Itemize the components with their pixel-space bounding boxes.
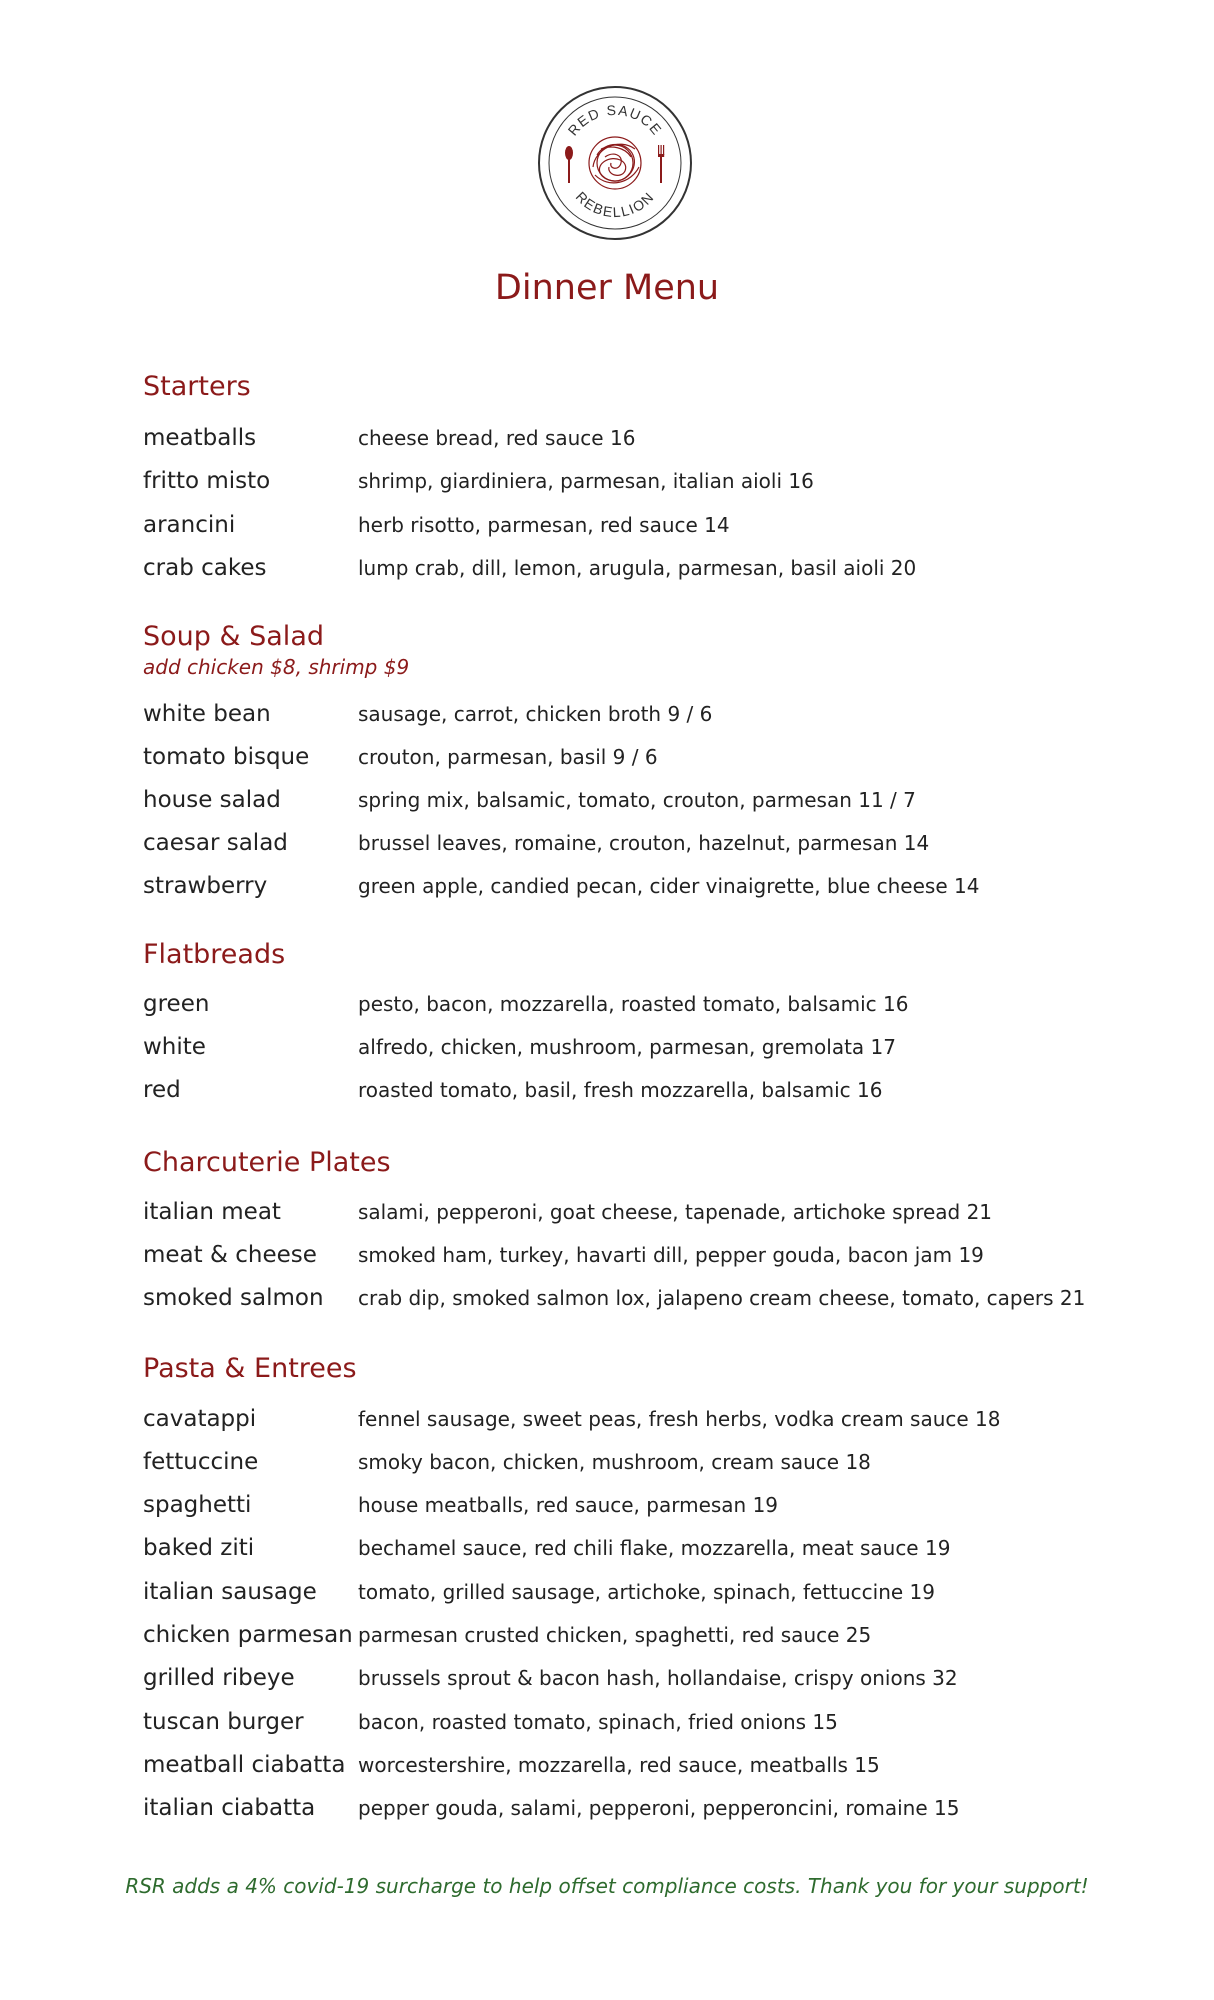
fork-icon (658, 145, 664, 183)
menu-item (143, 1662, 1143, 1694)
menu-item-name: meatball ciabatta (143, 1752, 346, 1778)
menu-item-name: baked ziti (143, 1535, 255, 1561)
menu-item (143, 1403, 1143, 1435)
section-heading: Soup & Salad (143, 621, 324, 652)
menu-item (143, 1446, 1143, 1478)
menu-item (143, 1749, 1143, 1781)
menu-item-name: italian meat (143, 1199, 281, 1225)
logo-top-text: RED SAUCE (564, 101, 666, 139)
menu-item-description: sausage, carrot, chicken broth 9 / 6 (358, 702, 713, 726)
menu-item (143, 465, 1143, 497)
menu-item-description: herb risotto, parmesan, red sauce 14 (358, 513, 730, 537)
menu-item-name: meatballs (143, 425, 257, 451)
menu-item-name: tuscan burger (143, 1709, 304, 1735)
menu-item-description: worcestershire, mozzarella, red sauce, meatballs 15 (358, 1753, 880, 1777)
menu-item-name: meat & cheese (143, 1242, 317, 1268)
spaghetti-swirl-icon (589, 137, 641, 189)
menu-item (143, 1706, 1143, 1738)
menu-item-name: chicken parmesan (143, 1622, 353, 1648)
menu-item-description: shrimp, giardiniera, parmesan, italian aioli 16 (358, 469, 814, 493)
menu-item (143, 552, 1143, 584)
menu-item (143, 1074, 1143, 1106)
menu-item-name: caesar salad (143, 830, 288, 856)
menu-item-name: cavatappi (143, 1406, 257, 1432)
menu-item (143, 1532, 1143, 1564)
menu-item-name: white bean (143, 701, 271, 727)
menu-item-name: tomato bisque (143, 744, 310, 770)
menu-item (143, 698, 1143, 730)
menu-item (143, 827, 1143, 859)
menu-item (143, 1282, 1143, 1314)
menu-item-description: brussel leaves, romaine, crouton, hazelnut, parmesan 14 (358, 831, 930, 855)
menu-item-name: white (143, 1034, 206, 1060)
page-title: Dinner Menu (494, 268, 720, 308)
spoon-icon (565, 146, 573, 183)
menu-item-description: green apple, candied pecan, cider vinaigrette, blue cheese 14 (358, 874, 980, 898)
menu-item-name: grilled ribeye (143, 1665, 295, 1691)
red-sauce-rebellion-logo (535, 83, 695, 243)
menu-item-description: roasted tomato, basil, fresh mozzarella, balsamic 16 (358, 1078, 883, 1102)
menu-item (143, 1619, 1143, 1651)
surcharge-note: RSR adds a 4% covid-19 surcharge to help offset compliance costs. Thank you for your support! (125, 1874, 1089, 1898)
menu-item-description: smoky bacon, chicken, mushroom, cream sauce 18 (358, 1450, 871, 1474)
menu-item (143, 1031, 1143, 1063)
menu-item-name: fettuccine (143, 1449, 259, 1475)
menu-item (143, 1576, 1143, 1608)
menu-item-description: brussels sprout & bacon hash, hollandaise, crispy onions 32 (358, 1666, 958, 1690)
menu-item-name: fritto misto (143, 468, 271, 494)
menu-item (143, 870, 1143, 902)
menu-item (143, 1489, 1143, 1521)
section-heading: Flatbreads (143, 939, 286, 970)
menu-item-description: bacon, roasted tomato, spinach, fried onions 15 (358, 1710, 838, 1734)
menu-item-description: fennel sausage, sweet peas, fresh herbs, vodka cream sauce 18 (358, 1407, 1001, 1431)
menu-item (143, 422, 1143, 454)
menu-item-name: crab cakes (143, 555, 267, 581)
menu-item (143, 988, 1143, 1020)
menu-item-description: salami, pepperoni, goat cheese, tapenade, artichoke spread 21 (358, 1200, 993, 1224)
section-heading: Starters (143, 371, 251, 402)
menu-item-name: arancini (143, 512, 236, 538)
menu-item-description: house meatballs, red sauce, parmesan 19 (358, 1493, 779, 1517)
menu-item (143, 1239, 1143, 1271)
section-note: add chicken $8, shrimp $9 (143, 655, 410, 679)
section-heading: Pasta & Entrees (143, 1353, 357, 1384)
menu-item-description: spring mix, balsamic, tomato, crouton, parmesan 11 / 7 (358, 788, 916, 812)
menu-item-description: pesto, bacon, mozzarella, roasted tomato, balsamic 16 (358, 992, 909, 1016)
section-heading: Charcuterie Plates (143, 1147, 391, 1178)
menu-item-name: green (143, 991, 210, 1017)
menu-item-name: strawberry (143, 873, 268, 899)
menu-item (143, 784, 1143, 816)
menu-item-description: tomato, grilled sausage, artichoke, spinach, fettuccine 19 (358, 1580, 936, 1604)
menu-item-name: red (143, 1077, 181, 1103)
menu-item-name: italian sausage (143, 1579, 317, 1605)
svg-text:REBELLION (573, 188, 658, 220)
menu-item-description: alfredo, chicken, mushroom, parmesan, gremolata 17 (358, 1035, 896, 1059)
menu-item-name: house salad (143, 787, 281, 813)
menu-item-description: cheese bread, red sauce 16 (358, 426, 636, 450)
menu-item-name: smoked salmon (143, 1285, 324, 1311)
menu-item-description: crouton, parmesan, basil 9 / 6 (358, 745, 658, 769)
menu-item-description: crab dip, smoked salmon lox, jalapeno cream cheese, tomato, capers 21 (358, 1286, 1086, 1310)
menu-item-name: italian ciabatta (143, 1795, 316, 1821)
menu-item (143, 741, 1143, 773)
menu-item-description: bechamel sauce, red chili flake, mozzarella, meat sauce 19 (358, 1536, 951, 1560)
menu-item (143, 1792, 1143, 1824)
menu-item-description: parmesan crusted chicken, spaghetti, red sauce 25 (358, 1623, 872, 1647)
menu-item-name: spaghetti (143, 1492, 252, 1518)
menu-item-description: pepper gouda, salami, pepperoni, pepperoncini, romaine 15 (358, 1796, 960, 1820)
menu-item (143, 509, 1143, 541)
menu-item (143, 1196, 1143, 1228)
logo-bottom-text: REBELLION (572, 188, 658, 221)
menu-item-description: lump crab, dill, lemon, arugula, parmesan, basil aioli 20 (358, 556, 917, 580)
menu-item-description: smoked ham, turkey, havarti dill, pepper gouda, bacon jam 19 (358, 1243, 984, 1267)
